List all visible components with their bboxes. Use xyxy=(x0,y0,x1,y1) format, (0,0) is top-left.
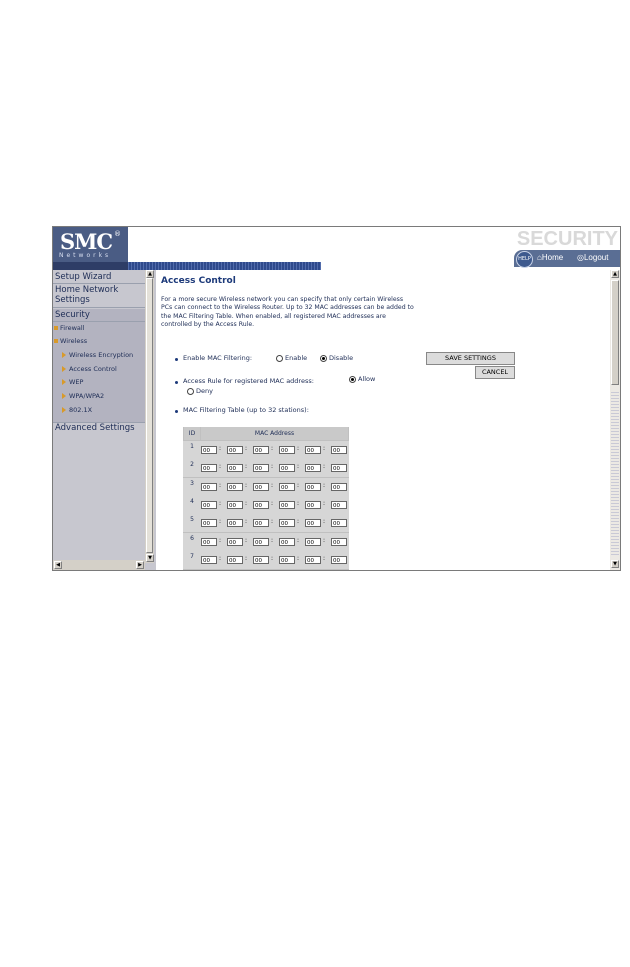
mac-octet-input[interactable]: 00 xyxy=(201,519,217,527)
cancel-button[interactable]: CANCEL xyxy=(475,366,515,379)
octet-separator: : xyxy=(271,481,274,489)
sidebar-scroll-thumb[interactable] xyxy=(146,278,153,553)
brand-reg-mark: ® xyxy=(114,230,121,238)
bullet-square-icon xyxy=(54,326,58,330)
enable-radio[interactable] xyxy=(276,354,307,362)
logout-link[interactable] xyxy=(577,253,608,262)
mac-filtering-table xyxy=(183,427,349,570)
mac-octet-input[interactable]: 00 xyxy=(201,464,217,472)
mac-octet-input[interactable]: 00 xyxy=(227,483,243,491)
mac-octet-input[interactable]: 00 xyxy=(331,538,347,546)
arrow-right-icon xyxy=(62,407,66,413)
mac-octet-input[interactable]: 00 xyxy=(227,501,243,509)
octet-separator: : xyxy=(297,463,300,471)
mac-octet-input[interactable]: 00 xyxy=(305,538,321,546)
deny-radio[interactable] xyxy=(187,387,213,395)
sidebar-item-access-control[interactable] xyxy=(62,365,117,373)
bullet-square-icon xyxy=(54,339,58,343)
mac-octet-input[interactable]: 00 xyxy=(305,464,321,472)
arrow-right-icon xyxy=(62,352,66,358)
sidebar-wireless-label: Wireless xyxy=(60,337,88,345)
radio-selected-icon xyxy=(320,355,327,362)
allow-radio[interactable] xyxy=(349,375,375,383)
help-icon[interactable]: HELP xyxy=(516,251,533,268)
radio-selected-icon xyxy=(349,376,356,383)
logout-link-label: Logout xyxy=(583,253,609,262)
smc-logo xyxy=(53,227,128,262)
table-header-id: ID xyxy=(184,427,200,440)
octet-separator: : xyxy=(323,481,326,489)
row-id: 5 xyxy=(190,516,194,524)
scroll-track-pattern xyxy=(611,390,619,555)
deny-radio-label: Deny xyxy=(196,387,213,395)
octet-separator: : xyxy=(271,554,274,562)
mac-octet-input[interactable]: 00 xyxy=(279,556,295,564)
mac-octet-input[interactable]: 00 xyxy=(305,446,321,454)
sidebar-item-setup-wizard[interactable]: Setup Wizard xyxy=(55,272,112,282)
sidebar-horizontal-scrollbar[interactable] xyxy=(53,560,145,570)
mac-octet-input[interactable]: 00 xyxy=(253,538,269,546)
mac-octet-input[interactable]: 00 xyxy=(279,501,295,509)
allow-radio-label: Allow xyxy=(358,375,376,383)
sidebar-item-security[interactable]: Security xyxy=(55,310,90,320)
octet-separator: : xyxy=(297,445,300,452)
arrow-right-icon xyxy=(62,379,66,385)
row-id: 4 xyxy=(190,497,194,505)
octet-separator: : xyxy=(245,463,248,471)
octet-separator: : xyxy=(219,499,222,507)
sidebar-home-network-line1: Home Network xyxy=(55,285,119,295)
row-id: 7 xyxy=(190,552,194,560)
logout-icon: ◎ xyxy=(577,253,584,262)
octet-separator: : xyxy=(271,445,274,452)
sidebar-divider xyxy=(53,321,145,322)
octet-separator: : xyxy=(245,554,248,562)
home-link[interactable] xyxy=(537,253,563,262)
save-settings-button[interactable]: SAVE SETTINGS xyxy=(426,352,515,365)
mac-octet-input[interactable]: 00 xyxy=(253,483,269,491)
mac-octet-input[interactable]: 00 xyxy=(201,446,217,454)
sidebar-item-wpa[interactable] xyxy=(62,392,104,400)
row-id: 6 xyxy=(190,534,194,542)
sidebar-firewall-label: Firewall xyxy=(60,324,85,332)
mac-octet-input[interactable]: 00 xyxy=(253,556,269,564)
mac-octet-input[interactable]: 00 xyxy=(227,446,243,454)
octet-separator: : xyxy=(323,463,326,471)
row-id: 3 xyxy=(190,479,194,487)
sidebar-item-wireless[interactable] xyxy=(54,337,87,345)
octet-separator: : xyxy=(323,445,326,452)
octet-separator: : xyxy=(271,463,274,471)
disable-radio[interactable] xyxy=(320,354,353,362)
octet-separator: : xyxy=(297,554,300,562)
mac-octet-input[interactable]: 00 xyxy=(253,501,269,509)
octet-separator: : xyxy=(271,499,274,507)
mac-octet-input[interactable]: 00 xyxy=(227,556,243,564)
sidebar-item-wep[interactable] xyxy=(62,378,83,386)
mac-octet-input[interactable]: 00 xyxy=(253,519,269,527)
page-title: Access Control xyxy=(161,276,236,286)
mac-octet-input[interactable]: 00 xyxy=(253,446,269,454)
main-content xyxy=(156,270,611,570)
arrow-right-icon xyxy=(62,366,66,372)
home-icon: ⌂ xyxy=(537,253,542,262)
octet-separator: : xyxy=(219,536,222,544)
sidebar-item-advanced-settings[interactable]: Advanced Settings xyxy=(55,423,135,433)
home-link-label: Home xyxy=(541,253,564,262)
scroll-right-icon[interactable]: ▶ xyxy=(136,561,144,569)
row-id: 2 xyxy=(190,461,194,469)
octet-separator: : xyxy=(245,499,248,507)
mac-octet-input[interactable]: 00 xyxy=(305,519,321,527)
scroll-down-icon[interactable]: ▼ xyxy=(146,554,154,562)
mac-octet-input[interactable]: 00 xyxy=(279,538,295,546)
mac-octet-input[interactable]: 00 xyxy=(305,501,321,509)
octet-separator: : xyxy=(245,536,248,544)
mac-octet-input[interactable]: 00 xyxy=(227,464,243,472)
bullet-icon xyxy=(175,410,178,413)
mac-octet-input[interactable]: 00 xyxy=(253,464,269,472)
browser-window xyxy=(52,226,621,571)
logo-strip xyxy=(53,262,128,270)
scroll-up-icon[interactable]: ▲ xyxy=(146,270,154,278)
page-header xyxy=(53,227,620,270)
octet-separator: : xyxy=(219,554,222,562)
brand-subtitle: Networks xyxy=(59,252,112,259)
sidebar-item-8021x[interactable] xyxy=(62,406,92,414)
mac-octet-input[interactable]: 00 xyxy=(331,519,347,527)
octet-separator: : xyxy=(219,481,222,489)
octet-separator: : xyxy=(323,554,326,562)
mac-octet-input[interactable]: 00 xyxy=(279,519,295,527)
mac-octet-input[interactable]: 00 xyxy=(331,483,347,491)
octet-separator: : xyxy=(297,536,300,544)
disable-radio-label: Disable xyxy=(329,354,354,362)
bullet-icon xyxy=(175,381,178,384)
octet-separator: : xyxy=(271,518,274,526)
octet-separator: : xyxy=(297,499,300,507)
section-title: SECURITY xyxy=(516,228,618,250)
octet-separator: : xyxy=(245,445,248,452)
sidebar-8021x-label: 802.1X xyxy=(69,406,93,414)
mac-octet-input[interactable]: 00 xyxy=(331,556,347,564)
octet-separator: : xyxy=(323,518,326,526)
octet-separator: : xyxy=(219,463,222,471)
mac-octet-input[interactable]: 00 xyxy=(201,483,217,491)
mac-octet-input[interactable]: 00 xyxy=(305,556,321,564)
mac-table-label: MAC Filtering Table (up to 32 stations): xyxy=(183,406,309,414)
mac-octet-input[interactable]: 00 xyxy=(201,501,217,509)
arrow-right-icon xyxy=(62,393,66,399)
enable-mac-filtering-label: Enable MAC Filtering: xyxy=(183,354,253,362)
sidebar-wpa-label: WPA/WPA2 xyxy=(69,392,105,400)
mac-octet-input[interactable]: 00 xyxy=(227,519,243,527)
sidebar-divider xyxy=(53,283,145,284)
mac-octet-input[interactable]: 00 xyxy=(279,446,295,454)
scroll-up-icon[interactable]: ▲ xyxy=(611,270,619,278)
scroll-left-icon[interactable]: ◀ xyxy=(54,561,62,569)
header-dot-pattern xyxy=(128,262,321,270)
radio-icon xyxy=(187,388,194,395)
octet-separator: : xyxy=(323,499,326,507)
mac-octet-input[interactable]: 00 xyxy=(331,464,347,472)
mac-octet-input[interactable]: 00 xyxy=(331,501,347,509)
row-id: 1 xyxy=(190,443,194,450)
octet-separator: : xyxy=(297,518,300,526)
sidebar-wireless-encryption-label: Wireless Encryption xyxy=(69,351,134,359)
sidebar-divider xyxy=(53,307,145,308)
sidebar-vertical-scrollbar[interactable] xyxy=(145,270,154,563)
radio-icon xyxy=(276,355,283,362)
brand-name: SMC xyxy=(60,229,113,254)
mac-octet-input[interactable]: 00 xyxy=(201,538,217,546)
main-vertical-scrollbar[interactable] xyxy=(610,270,620,570)
octet-separator: : xyxy=(323,536,326,544)
mac-octet-input[interactable]: 00 xyxy=(227,538,243,546)
mac-octet-input[interactable]: 00 xyxy=(279,464,295,472)
octet-separator: : xyxy=(219,518,222,526)
sidebar-item-firewall[interactable] xyxy=(54,324,85,332)
sidebar-access-control-label: Access Control xyxy=(69,365,117,373)
enable-radio-label: Enable xyxy=(285,354,308,362)
sidebar-item-wireless-encryption[interactable] xyxy=(62,351,133,359)
sidebar xyxy=(53,270,156,570)
octet-separator: : xyxy=(297,481,300,489)
mac-octet-input[interactable]: 00 xyxy=(305,483,321,491)
main-scroll-thumb[interactable] xyxy=(611,280,619,385)
sidebar-item-home-network[interactable] xyxy=(55,285,118,305)
access-rule-label: Access Rule for registered MAC address: xyxy=(183,377,314,385)
octet-separator: : xyxy=(245,518,248,526)
intro-text: For a more secure Wireless network you can specify that only certain Wireless PCs can connect to the Wireless Router. Up to 32 MAC addresses can be added to the MAC Filtering Table. When enabled, all registered MAC addresses are controlled by the Access Rule. xyxy=(161,296,414,328)
bullet-icon xyxy=(175,358,178,361)
octet-separator: : xyxy=(245,481,248,489)
sidebar-wep-label: WEP xyxy=(69,378,84,386)
sidebar-home-network-line2: Settings xyxy=(55,295,90,305)
mac-octet-input[interactable]: 00 xyxy=(201,556,217,564)
table-header-mac: MAC Address xyxy=(201,427,348,440)
octet-separator: : xyxy=(219,445,222,452)
scroll-down-icon[interactable]: ▼ xyxy=(611,560,619,568)
octet-separator: : xyxy=(271,536,274,544)
mac-octet-input[interactable]: 00 xyxy=(279,483,295,491)
mac-octet-input[interactable]: 00 xyxy=(331,446,347,454)
